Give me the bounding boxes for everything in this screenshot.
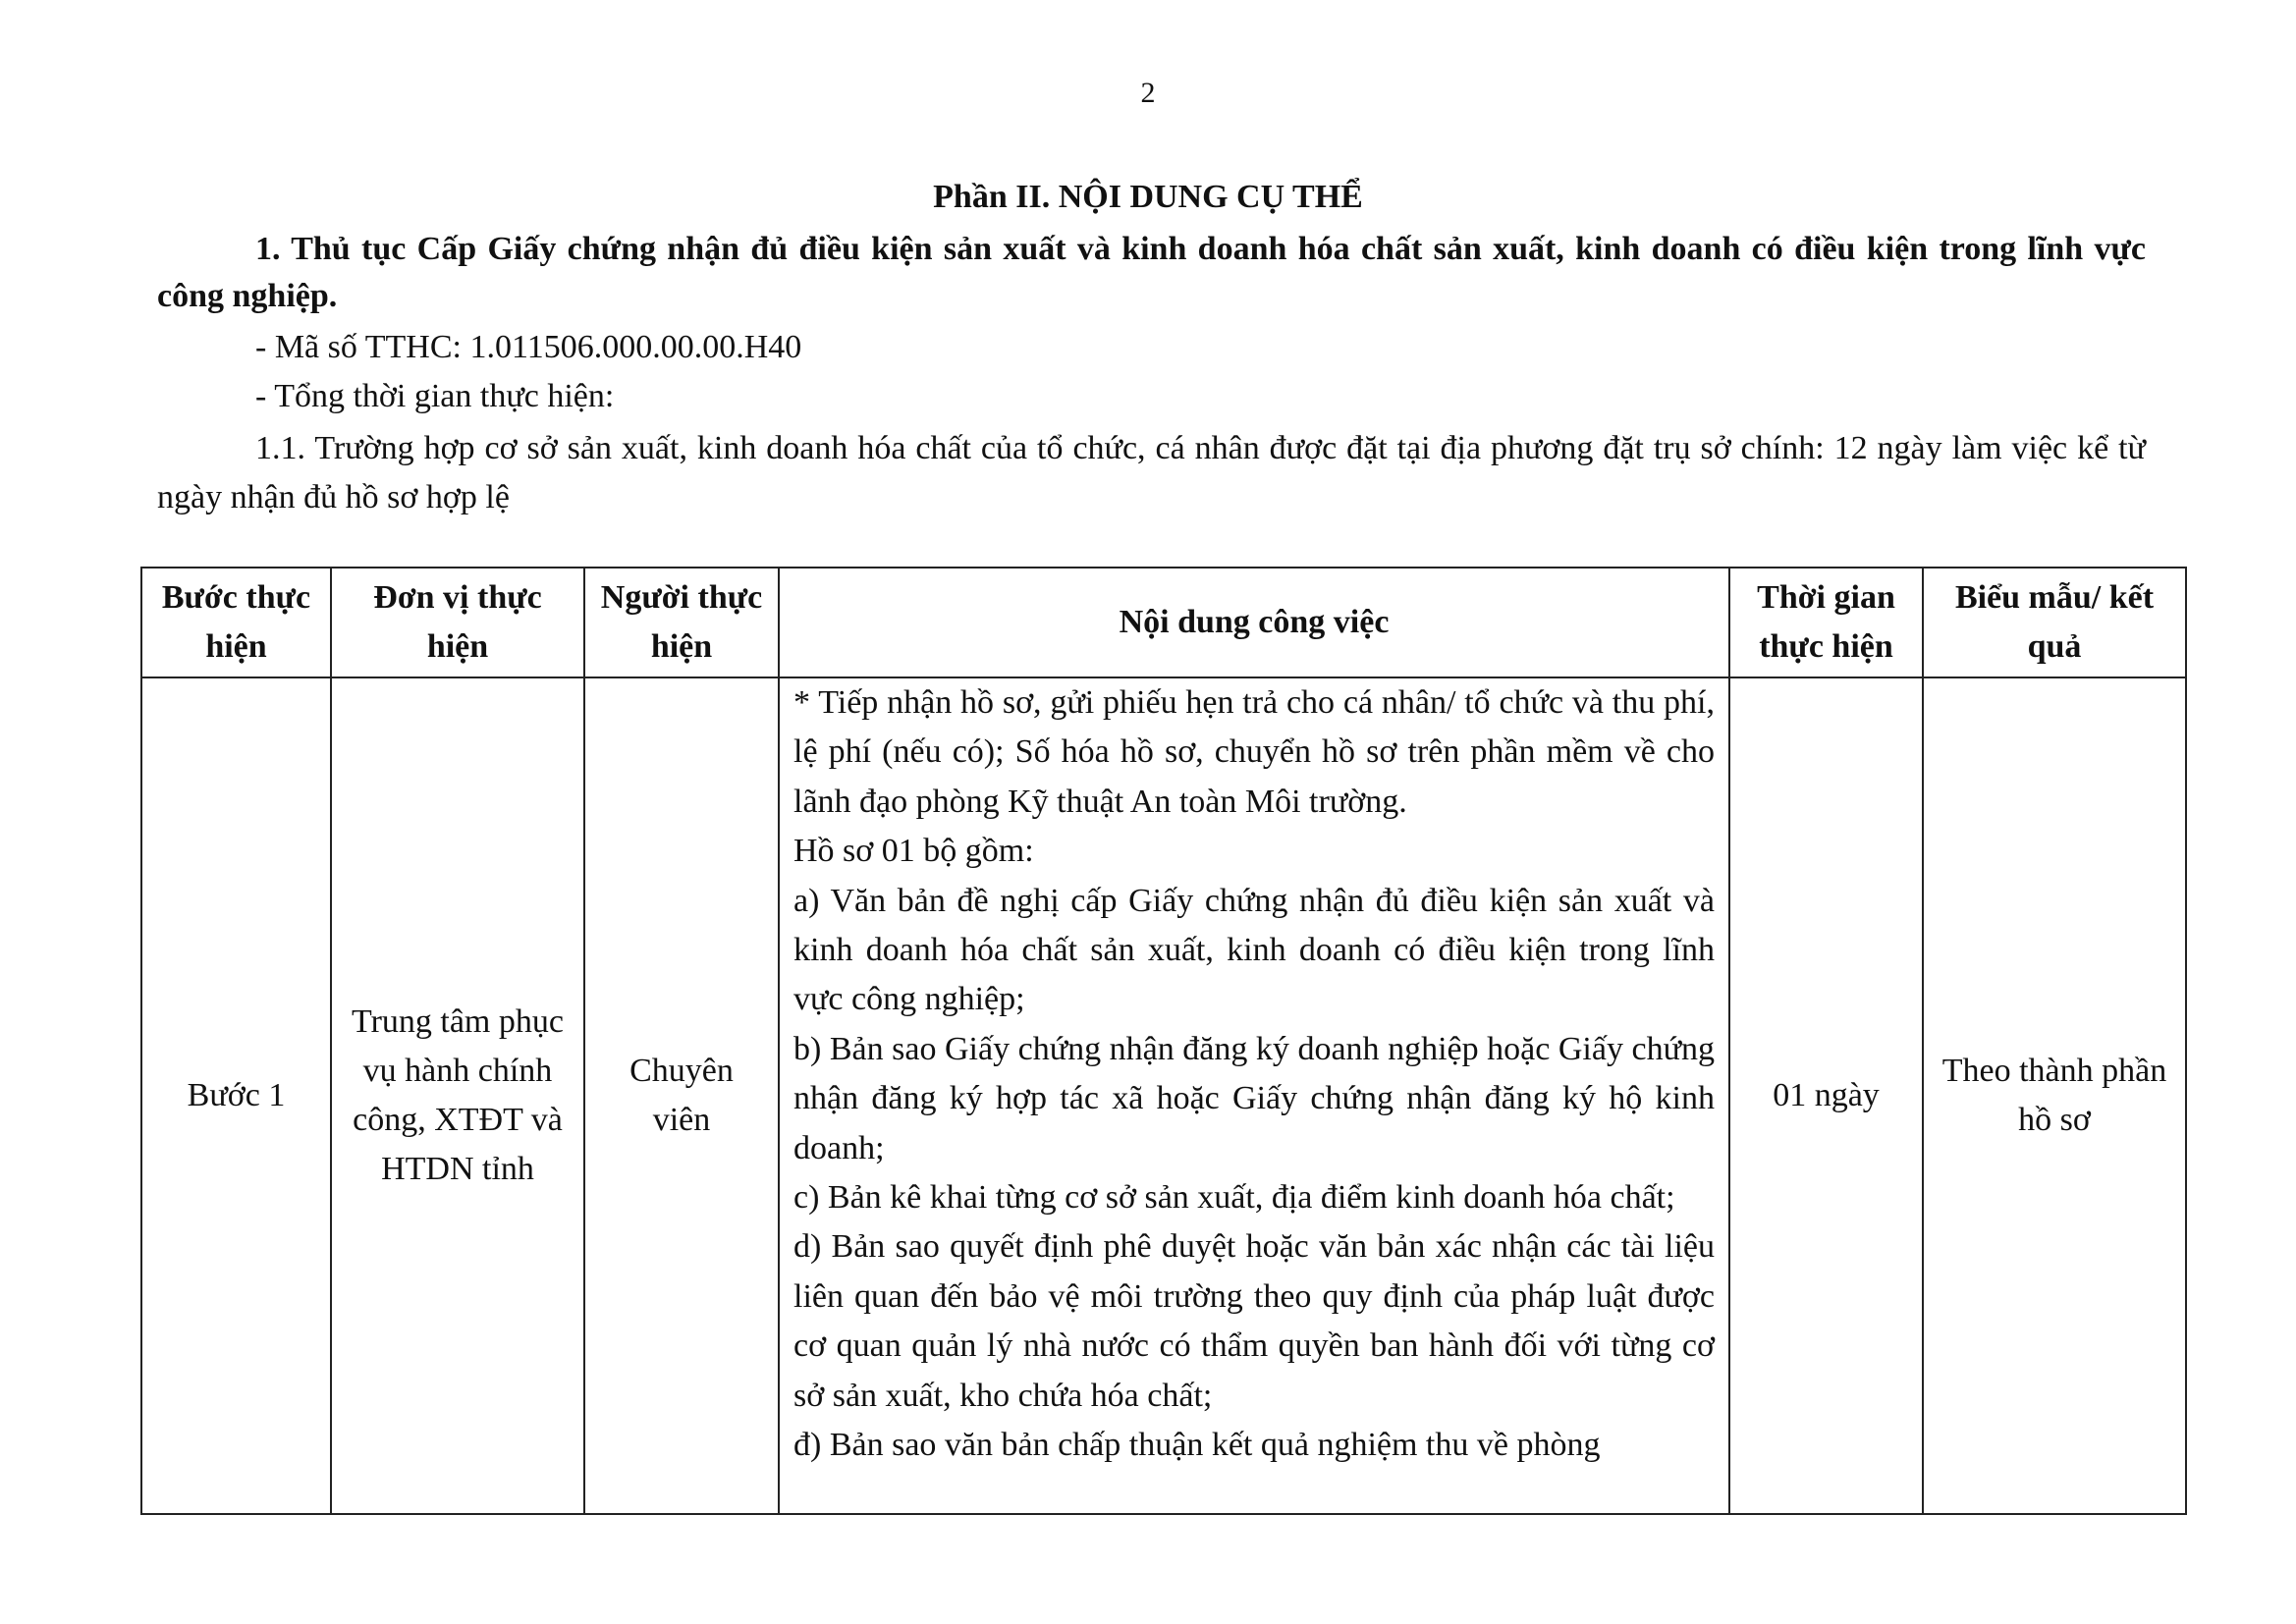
content-intake: * Tiếp nhận hồ sơ, gửi phiếu hẹn trả cho cá nhân/ tổ chức và thu phí, lệ phí (nếu có); Số hóa hồ sơ, chuyển hồ sơ trên phần mềm về cho lãnh đạo phòng Kỹ thuật An toàn Môi trường.	[793, 684, 1715, 820]
cell-performer: Chuyên viên	[584, 677, 779, 1514]
case-1-1-paragraph: 1.1. Trường hợp cơ sở sản xuất, kinh doanh hóa chất của tổ chức, cá nhân được đặt tại địa phương đặt trụ sở chính: 12 ngày làm việc kể từ ngày nhận đủ hồ sơ hợp lệ	[157, 430, 2146, 515]
content-dossier-heading: Hồ sơ 01 bộ gồm:	[793, 833, 1034, 870]
workflow-table	[140, 567, 2187, 1515]
procedure-title: 1. Thủ tục Cấp Giấy chứng nhận đủ điều kiện sản xuất và kinh doanh hóa chất sản xuất, kinh doanh có điều kiện trong lĩnh vực công nghiệp.	[157, 231, 2146, 314]
cell-time: 01 ngày	[1729, 677, 1923, 1514]
content-item-b: b) Bản sao Giấy chứng nhận đăng ký doanh nghiệp hoặc Giấy chứng nhận đăng ký hợp tác xã hoặc Giấy chứng nhận đăng ký hộ kinh doanh;	[793, 1030, 1715, 1166]
total-time-label: - Tổng thời gian thực hiện:	[255, 378, 615, 414]
cell-result: Theo thành phần hồ sơ	[1923, 677, 2186, 1514]
header-content: Nội dung công việc	[779, 568, 1729, 677]
page-number: 2	[1140, 77, 1156, 109]
table-row	[141, 677, 2186, 1514]
procedure-code: - Mã số TTHC: 1.011506.000.00.00.H40	[255, 329, 802, 365]
header-step: Bước thực hiện	[141, 568, 331, 677]
table-header-row	[141, 568, 2186, 677]
content-item-c: c) Bản kê khai từng cơ sở sản xuất, địa điểm kinh doanh hóa chất;	[793, 1179, 1675, 1217]
header-result: Biểu mẫu/ kết quả	[1923, 568, 2186, 677]
header-time: Thời gian thực hiện	[1729, 568, 1923, 677]
header-unit: Đơn vị thực hiện	[331, 568, 584, 677]
content-item-a: a) Văn bản đề nghị cấp Giấy chứng nhận đủ điều kiện sản xuất và kinh doanh hóa chất sản xuất, kinh doanh có điều kiện trong lĩnh vực công nghiệp;	[793, 882, 1715, 1018]
cell-content	[779, 677, 1729, 1514]
header-performer: Người thực hiện	[584, 568, 779, 677]
cell-step: Bước 1	[141, 677, 331, 1514]
content-item-dd: đ) Bản sao văn bản chấp thuận kết quả nghiệm thu về phòng	[793, 1427, 1601, 1464]
cell-unit: Trung tâm phục vụ hành chính công, XTĐT và HTDN tỉnh	[331, 677, 584, 1514]
content-item-d: d) Bản sao quyết định phê duyệt hoặc văn bản xác nhận các tài liệu liên quan đến bảo vệ môi trường theo quy định của pháp luật được cơ quan quản lý nhà nước có thẩm quyền ban hành đối với từng cơ sở sản xuất, kho chứa hóa chất;	[793, 1228, 1715, 1414]
section-title: Phần II. NỘI DUNG CỤ THỂ	[933, 179, 1363, 215]
